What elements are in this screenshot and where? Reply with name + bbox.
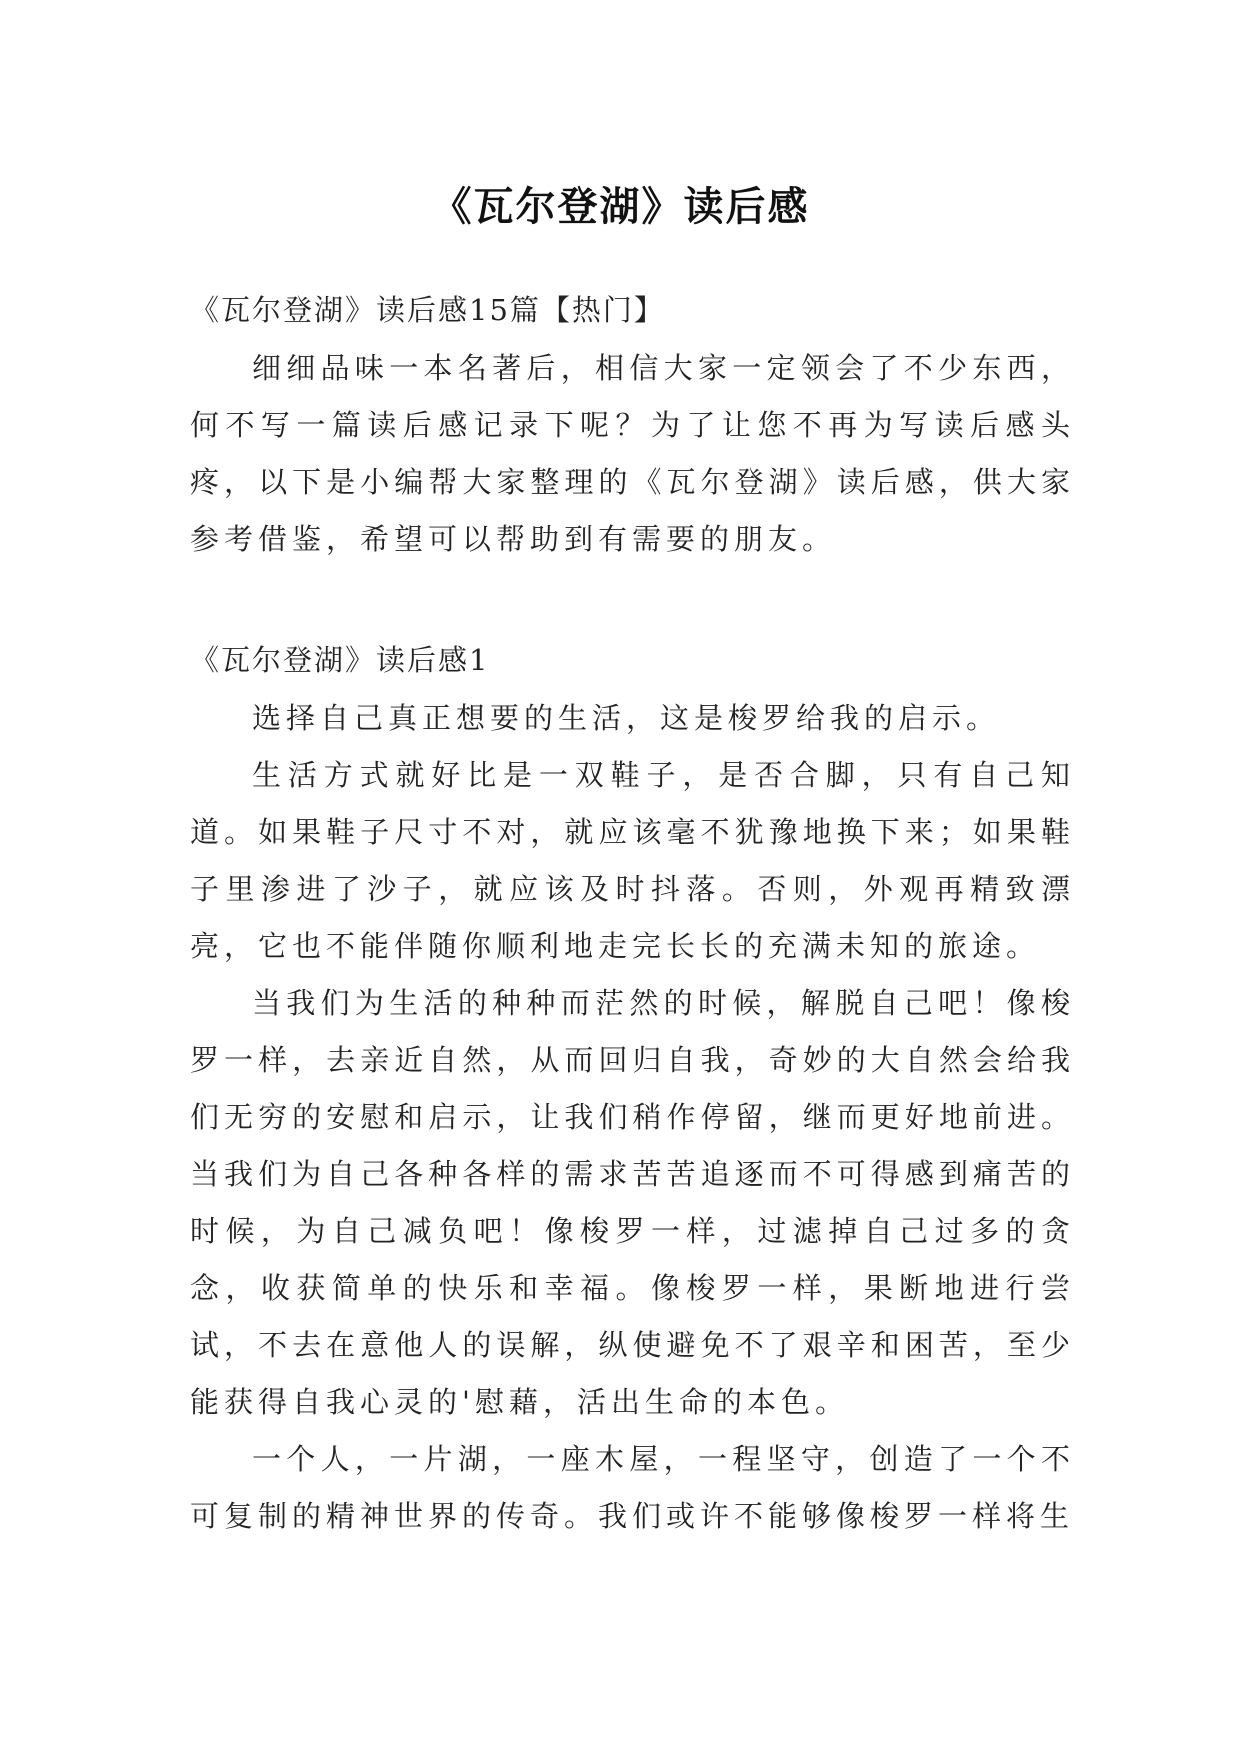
body-paragraph: 生活方式就好比是一双鞋子，是否合脚，只有自己知道。如果鞋子尺寸不对，就应该毫不犹豫地换下来；如果鞋子里渗进了沙子，就应该及时抖落。否则，外观再精致漂亮，它也不能伴随你顺利地走完长长的充满未知的旅途。 — [190, 758, 1075, 963]
intro-paragraph: 细细品味一本名著后，相信大家一定领会了不少东西，何不写一篇读后感记录下呢？为了让您不再为写读后感头疼，以下是小编帮大家整理的《瓦尔登湖》读后感，供大家参考借鉴，希望可以帮助到有需要的朋友。 — [190, 351, 1075, 556]
body-paragraph: 当我们为生活的种种而茫然的时候，解脱自己吧！像梭罗一样，去亲近自然，从而回归自我，奇妙的大自然会给我们无穷的安慰和启示，让我们稍作停留，继而更好地前进。当我们为自己各种各样的需求苦苦追逐而不可得感到痛苦的时候，为自己减负吧！像梭罗一样，过滤掉自己过多的贪念，收获简单的快乐和幸福。像梭罗一样，果断地进行尝试，不去在意他人的误解，纵使避免不了艰辛和困苦，至少能获得自我心灵的'慰藉，活出生命的本色。 — [190, 986, 1075, 1419]
body-paragraph: 一个人，一片湖，一座木屋，一程坚守，创造了一个不可复制的精神世界的传奇。我们或许不能够像梭罗一样将生 — [190, 1442, 1075, 1533]
section-heading: 《瓦尔登湖》读后感1 — [190, 643, 490, 677]
page-title: 《瓦尔登湖》读后感 — [431, 182, 810, 230]
document-body — [190, 290, 1075, 1545]
section-spacer — [190, 568, 1075, 640]
intro-heading: 《瓦尔登湖》读后感15篇【热门】 — [190, 293, 665, 327]
body-paragraph: 选择自己真正想要的生活，这是梭罗给我的启示。 — [252, 701, 1001, 735]
